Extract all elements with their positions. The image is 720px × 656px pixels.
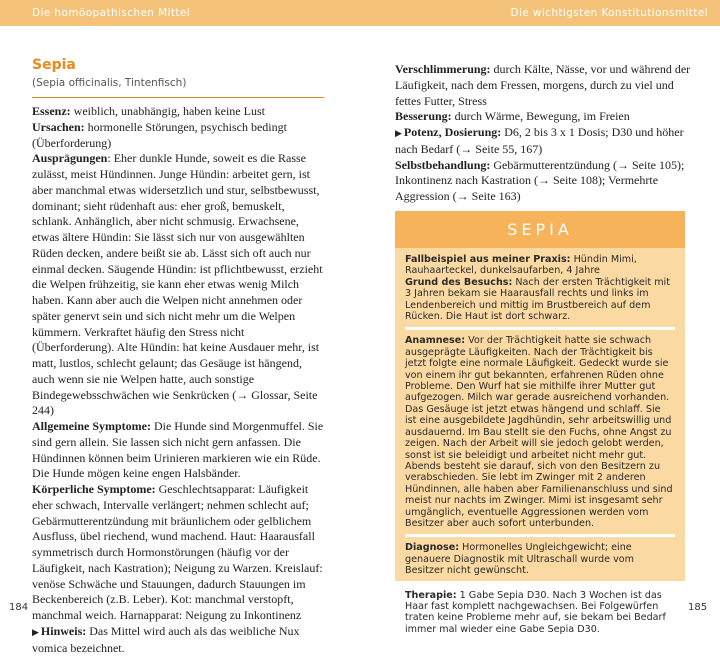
hinweis-label: Hinweis:	[40, 623, 87, 638]
grund-label: Grund des Besuchs:	[405, 276, 513, 288]
essenz-label: Essenz:	[32, 104, 71, 118]
koerperliche-paragraph	[32, 482, 324, 624]
therapie-label: Therapie:	[405, 589, 457, 601]
hinweis-text: Das Mittel wird auch als das weibliche Nux vomica bezeichnet.	[32, 623, 300, 655]
selbstbehandlung-paragraph	[395, 158, 691, 205]
running-header-left: Die homöopathischen Mittel	[0, 0, 361, 26]
title-divider	[32, 97, 324, 98]
verschlimmerung-paragraph	[395, 62, 691, 109]
triangle-right-icon: ▶	[395, 128, 402, 138]
allgemeine-paragraph	[32, 419, 324, 482]
triangle-right-icon: ▶	[32, 626, 39, 637]
koerperliche-label: Körperliche Symptome:	[32, 482, 156, 496]
auspraegungen-paragraph	[32, 151, 324, 419]
case-study-title: SEPIA	[395, 211, 685, 248]
potenz-label: Potenz, Dosierung:	[403, 125, 502, 139]
besserung-text: durch Wärme, Bewegung, im Freien	[451, 109, 630, 124]
hinweis-paragraph	[32, 624, 324, 656]
left-page-column	[32, 56, 324, 656]
page-number-right: 185	[688, 602, 708, 613]
fallbeispiel-text: Hündin Mimi, Rauhaarteckel, dunkelsaufarben, 4 Jahre	[405, 254, 637, 277]
diagnose-section	[405, 537, 675, 581]
besserung-paragraph	[395, 109, 691, 125]
anamnese-text: Vor der Trächtigkeit hatte sie schwach ausgeprägte Läufigkeiten. Nach der Trächtigkeit bis jetzt folgte eine normale Läufigkeit. Gedeckt wurde sie von einem ihr gut bekannten, erfahrenen Rüden ohne Probleme. Den Wurf hat sie mithilfe ihrer Mutter gut aufgezogen. Milch war gerade ausreichend vorhanden. Das Gesäuge ist jetzt etwas hängend und schlaff. Sie ist eine ausgebildete Jagdhündin, sehr arbeitswillig und ausdauernd. Im Bau stellt sie den Fuchs, ohne Angst zu zeigen. Nach der Arbeit will sie jedoch gelobt werden, sonst ist sie beleidigt und arbeitet nicht mehr gut. Abends besteht sie darauf, sich von den Besitzern zu verabschieden. Sie lebt im Zwinger mit 2 anderen Hündinnen, alle haben aber Familienanschluss und sind meist nur nachts im Zwinger. Mimi ist insgesamt sehr umgänglich, eventuelle Aggressionen werden vom Besitzer aber auch sofort unterbunden.	[405, 335, 673, 529]
selbstbehandlung-label: Selbstbehandlung:	[395, 157, 491, 172]
therapie-section	[405, 585, 675, 641]
remedy-title: Sepia	[32, 57, 76, 73]
potenz-text: D6, 2 bis 3 x 1 Dosis; D30 und höher nach Bedarf (→ Seite 55, 167)	[395, 125, 684, 156]
verschlimmerung-text: durch Kälte, Nässe, vor und während der Läufigkeit, nach dem Fressen, morgens, durch zu viel und fettes Futter, Stress	[395, 62, 691, 108]
fallbeispiel-label: Fallbeispiel aus meiner Praxis:	[405, 254, 571, 265]
verschlimmerung-label: Verschlimmerung:	[395, 62, 491, 76]
anamnese-label: Anamnese:	[405, 335, 466, 347]
ursachen-text: hormonelle Störungen, psychisch bedingt (Überforderung)	[32, 119, 287, 150]
right-page-column	[395, 62, 691, 205]
essenz-text: weiblich, unabhängig, haben keine Lust	[70, 104, 265, 118]
auspraegungen-label: Ausprägungen	[32, 151, 108, 166]
besserung-label: Besserung:	[395, 109, 452, 124]
ursachen-paragraph	[32, 120, 324, 152]
case-intro-section	[405, 248, 675, 327]
running-header-right: Die wichtigsten Konstitutionsmittel	[361, 0, 720, 26]
ursachen-label: Ursachen:	[32, 119, 85, 134]
koerperliche-text: Geschlechtsapparat: Läufigkeit eher schwach, Intervalle verlängert; nehmen schlecht auf; Gebärmutterentzündung mit bräunlichem oder gelblichem Ausfluss, übel riechend, wund machend. Haut: Haarausfall symmetrisch durch Hormonstörungen (häufig vor der Läufigkeit, nach Kastration); Neigung zu Warzen. Kreislauf: venöse Schwäche und Stauungen, dadurch Stauungen im Beckenbereich (z.B. Leber). Kot: manchmal verstopft, manchmal weich. Harnapparat: Neigung zu Inkontinenz	[32, 482, 323, 622]
diagnose-text: Hormonelles Ungleichgewicht; eine genauere Diagnostik mit Ultraschall wurde vom Besitzer nicht gewünscht.	[405, 542, 634, 577]
allgemeine-text: Die Hunde sind Morgenmuffel. Sie sind gern allein. Sie lassen sich nicht gern anfassen. Die Hündinnen können beim Urinieren markieren wie ein Rüde. Die Hunde mögen keine engen Halsbänder.	[32, 419, 324, 481]
essenz-paragraph	[32, 104, 324, 120]
allgemeine-label: Allgemeine Symptome:	[32, 419, 151, 433]
diagnose-label: Diagnose:	[405, 542, 460, 554]
auspraegungen-text: : Eher dunkle Hunde, soweit es die Rasse zulässt, meist Hündinnen. Junge Hündin: arbeitet gern, ist aber manchmal etwas widersetzlich und stur, selbstbewusst, dominant; sieht rüdenhaft aus: eher groß, bemuskelt, schlank. Anhänglich, aber nicht schmusig. Erwachsene, etwas ältere Hündin: Sie lässt sich nur von ausgewählten Rüden decken, andere beißt sie ab. Lässt sich oft auch nur einmal decken. Säugende Hündin: ist pflichtbewusst, erzieht die Welpen frühzeitig, sie kann eher etwas wenig Milch haben. Kann aber auch die Welpen nicht annehmen oder später genervt sein und sich nicht mehr um die Welpen kümmern. Verkraftet häufig den Stress nicht (Überforderung). Alte Hündin: hat keine Ausdauer mehr, ist matt, lustlos, schlecht gelaunt; das Gesäuge ist hängend, auch wenn sie nie Welpen hatte, auch sonstige Bindegewebsschwächen wie Senkrücken (→ Glossar, Seite 244)	[32, 151, 323, 418]
therapie-text: 1 Gabe Sepia D30. Nach 3 Wochen ist das Haar fast komplett nachgewachsen. Bei Folgewürfen traten keine Probleme mehr auf, sie bekam bei Bedarf immer mal wieder eine Gabe Sepia D30.	[405, 589, 666, 635]
remedy-subtitle: (Sepia officinalis, Tintenfisch)	[32, 77, 187, 89]
potenz-paragraph	[395, 125, 691, 158]
grund-text: Nach der ersten Trächtigkeit mit 3 Jahren bekam sie Haarausfall rechts und links im Lendenbereich und mittig im Brustbereich auf dem Rücken. Die Haut ist dort schwarz.	[405, 276, 670, 323]
page-number-left: 184	[9, 602, 29, 613]
anamnese-section	[405, 330, 675, 534]
case-study-box	[395, 211, 685, 635]
selbstbehandlung-text: Gebärmutterentzündung (→ Seite 105); Inkontinenz nach Kastration (→ Seite 108); Vermehrte Aggression (→ Seite 163)	[395, 157, 685, 203]
